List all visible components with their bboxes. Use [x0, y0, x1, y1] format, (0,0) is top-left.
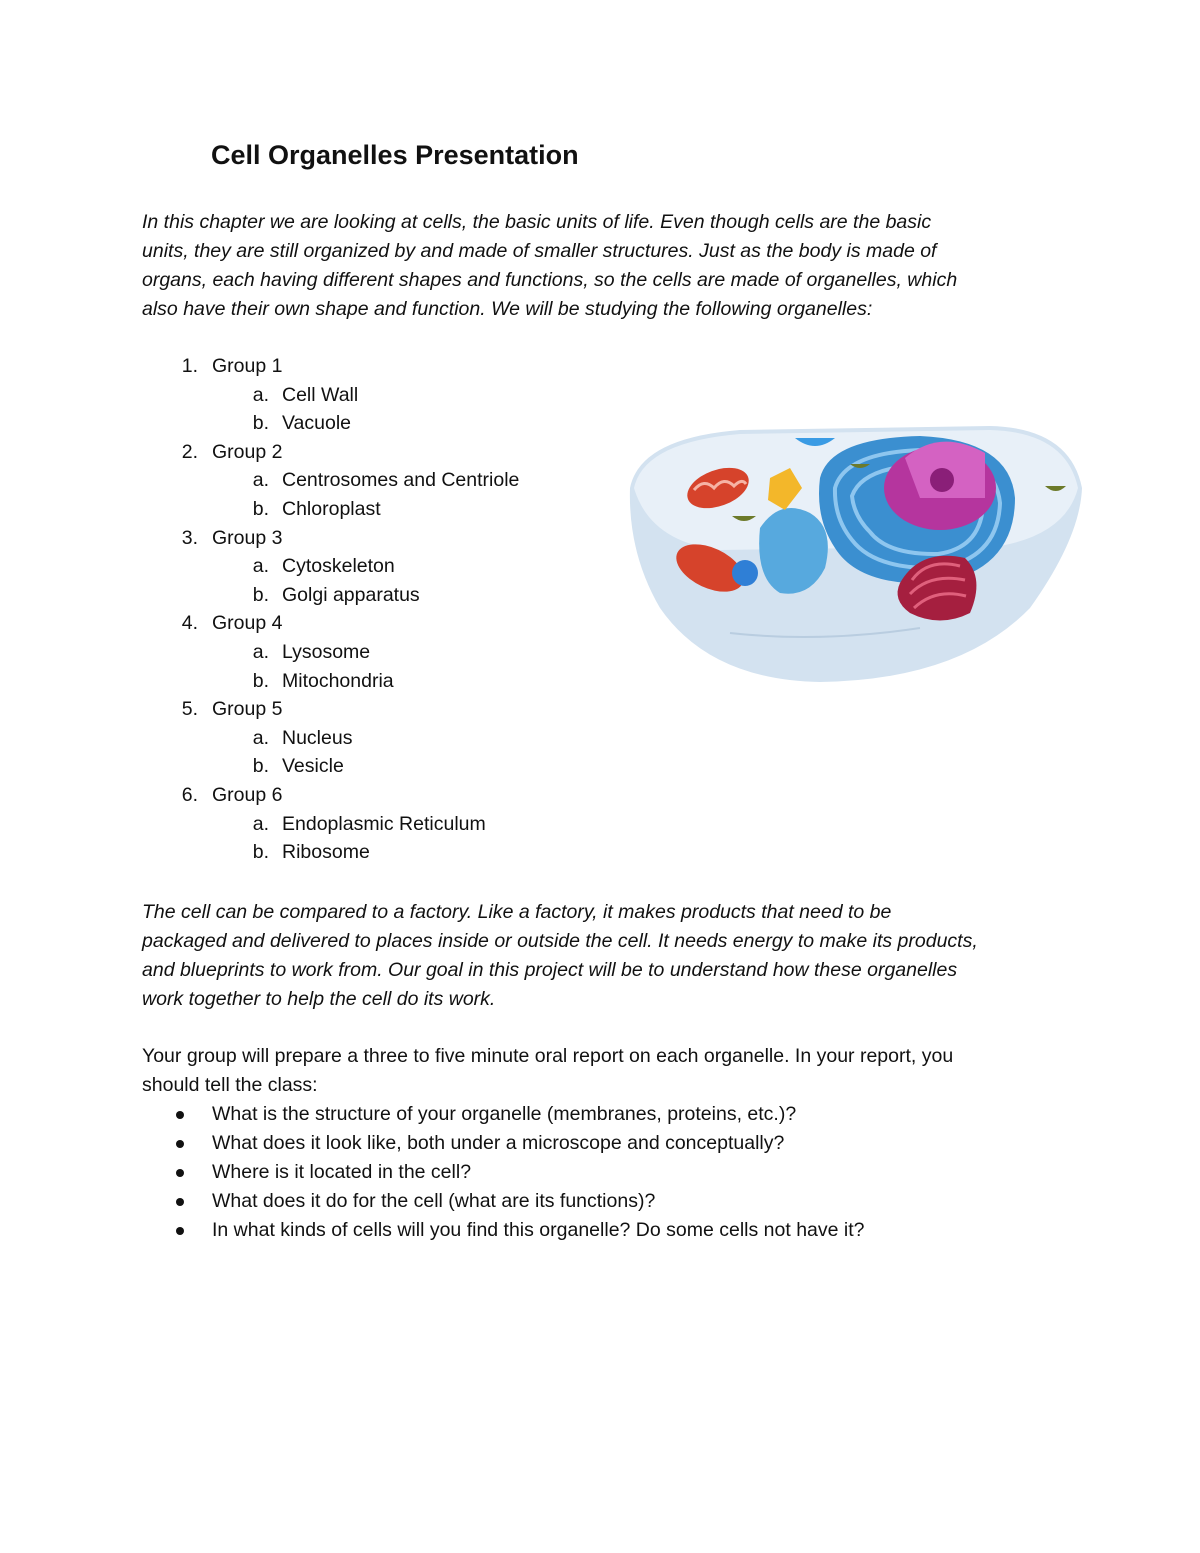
- group-name: Group 5: [212, 698, 283, 721]
- organelle-name: Mitochondria: [282, 669, 394, 692]
- item-letter: a.: [252, 469, 269, 492]
- report-paragraph: [142, 1042, 1072, 1100]
- item-letter: a.: [252, 383, 269, 406]
- factory-line: The cell can be compared to a factory. Like a factory, it makes products that need to be: [142, 901, 892, 923]
- factory-line: work together to help the cell do its work.: [142, 988, 496, 1010]
- group-number: 5.: [181, 698, 198, 721]
- organelle-name: Cell Wall: [282, 383, 359, 406]
- organelle-name: Endoplasmic Reticulum: [282, 812, 486, 835]
- factory-paragraph: [142, 898, 1062, 1014]
- group-number: 1.: [181, 355, 198, 377]
- item-letter: a.: [252, 726, 269, 749]
- item-letter: b.: [252, 497, 269, 520]
- group-name: Group 1: [212, 355, 283, 377]
- bullet-icon: [176, 1198, 184, 1206]
- group-name: Group 4: [212, 612, 283, 635]
- organelle-name: Ribosome: [282, 841, 370, 864]
- group-number: 6.: [181, 783, 198, 806]
- organelle-name: Golgi apparatus: [282, 583, 420, 606]
- intro-paragraph: [142, 208, 1062, 324]
- page-title: Cell Organelles Presentation: [211, 140, 579, 170]
- group-name: Group 6: [212, 783, 283, 806]
- question-text: In what kinds of cells will you find this organelle? Do some cells not have it?: [212, 1219, 865, 1241]
- item-letter: a.: [252, 812, 269, 835]
- question-text: What is the structure of your organelle (membranes, proteins, etc.)?: [212, 1103, 797, 1125]
- cell-illustration: [620, 418, 1090, 688]
- intro-line: organs, each having different shapes and functions, so the cells are made of organelles, which: [142, 269, 958, 291]
- item-letter: a.: [252, 555, 269, 578]
- bullet-icon: [176, 1111, 184, 1119]
- organelle-name: Chloroplast: [282, 497, 381, 520]
- bullet-icon: [176, 1169, 184, 1177]
- group-name: Group 3: [212, 526, 283, 549]
- organelle-name: Nucleus: [282, 726, 353, 749]
- item-letter: b.: [252, 412, 269, 435]
- intro-line: also have their own shape and function. We will be studying the following organelles:: [142, 298, 873, 320]
- item-letter: b.: [252, 841, 269, 864]
- organelle-name: Vesicle: [282, 755, 344, 778]
- question-text: What does it do for the cell (what are its functions)?: [212, 1190, 656, 1212]
- intro-line: In this chapter we are looking at cells, the basic units of life. Even though cells are the basic: [142, 211, 932, 233]
- group-number: 4.: [181, 612, 198, 635]
- group-number: 3.: [181, 526, 198, 549]
- report-line: should tell the class:: [142, 1074, 318, 1096]
- factory-line: packaged and delivered to places inside or outside the cell. It needs energy to make its products,: [142, 930, 978, 952]
- vesicle-shape: [732, 560, 758, 586]
- item-letter: b.: [252, 669, 269, 692]
- organelle-name: Cytoskeleton: [282, 555, 395, 578]
- bullet-icon: [176, 1227, 184, 1235]
- organelle-name: Centrosomes and Centriole: [282, 469, 520, 492]
- factory-line: and blueprints to work from. Our goal in this project will be to understand how these organelles: [142, 959, 958, 981]
- group-name: Group 2: [212, 440, 283, 463]
- organelle-name: Vacuole: [282, 412, 352, 435]
- organelle-name: Lysosome: [282, 640, 371, 663]
- item-letter: a.: [252, 640, 269, 663]
- question-text: Where is it located in the cell?: [212, 1161, 472, 1183]
- intro-line: units, they are still organized by and made of smaller structures. Just as the body is made of: [142, 240, 937, 262]
- group-number: 2.: [181, 440, 198, 463]
- question-text: What does it look like, both under a microscope and conceptually?: [212, 1132, 785, 1154]
- report-line: Your group will prepare a three to five minute oral report on each organelle. In your report, you: [142, 1045, 954, 1067]
- bullet-icon: [176, 1140, 184, 1148]
- item-letter: b.: [252, 755, 269, 778]
- item-letter: b.: [252, 583, 269, 606]
